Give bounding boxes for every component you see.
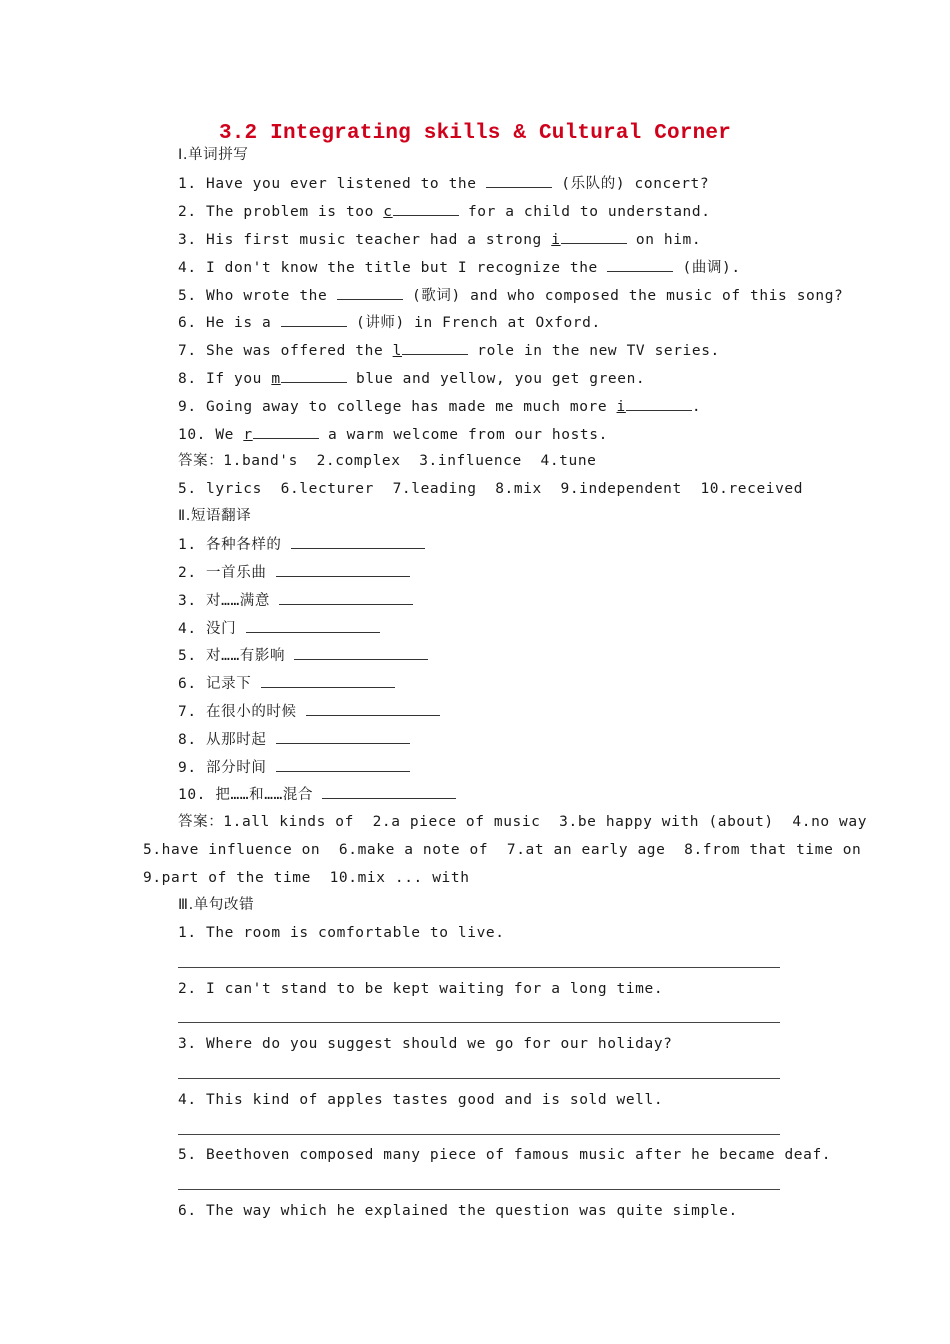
answer-blank — [276, 562, 410, 577]
answer-blank — [607, 257, 673, 272]
answer-blank — [306, 701, 440, 716]
answer-blank — [253, 424, 319, 439]
answer-blank — [486, 173, 552, 188]
phrase-item-10: 10. 把……和……混合 — [178, 784, 456, 805]
answer-blank — [294, 645, 428, 660]
correction-item-3: 3. Where do you suggest should we go for our holiday? — [178, 1036, 673, 1052]
phrase-item-3: 3. 对……满意 — [178, 590, 413, 611]
correction-item-6: 6. The way which he explained the question was quite simple. — [178, 1203, 738, 1219]
answer-blank — [276, 757, 410, 772]
answer-blank — [291, 534, 425, 549]
section-2-answer-line-2: 5.have influence on 6.make a note of 7.at an early age 8.from that time on — [143, 842, 862, 858]
spelling-item-7: 7. She was offered the l role in the new TV series. — [178, 340, 720, 361]
answer-line — [178, 967, 780, 968]
correction-item-4: 4. This kind of apples tastes good and is sold well. — [178, 1092, 664, 1108]
spelling-item-3: 3. His first music teacher had a strong i on him. — [178, 229, 701, 250]
spelling-item-6: 6. He is a (讲师) in French at Oxford. — [178, 312, 601, 333]
correction-item-5: 5. Beethoven composed many piece of famous music after he became deaf. — [178, 1147, 832, 1163]
answer-line — [178, 1189, 780, 1190]
spelling-item-1: 1. Have you ever listened to the (乐队的) concert? — [178, 173, 709, 194]
spelling-item-10: 10. We r a warm welcome from our hosts. — [178, 424, 608, 445]
spelling-item-9: 9. Going away to college has made me much more i . — [178, 396, 701, 417]
answer-blank — [402, 340, 468, 355]
phrase-item-2: 2. 一首乐曲 — [178, 562, 410, 583]
spelling-item-4: 4. I don't know the title but I recognize the (曲调). — [178, 257, 741, 278]
answer-blank — [276, 729, 410, 744]
section-1-answer-line-1: 答案：1.band's 2.complex 3.influence 4.tune — [178, 453, 597, 469]
phrase-item-6: 6. 记录下 — [178, 673, 395, 694]
answer-blank — [261, 673, 395, 688]
answer-blank — [393, 201, 459, 216]
phrase-item-4: 4. 没门 — [178, 618, 380, 639]
answer-line — [178, 1078, 780, 1079]
answer-line — [178, 1134, 780, 1135]
phrase-item-8: 8. 从那时起 — [178, 729, 410, 750]
answer-blank — [281, 312, 347, 327]
section-1-answer-line-2: 5. lyrics 6.lecturer 7.leading 8.mix 9.independent 10.received — [178, 481, 804, 497]
answer-blank — [626, 396, 692, 411]
answer-line — [178, 1022, 780, 1023]
page-title: 3.2 Integrating skills & Cultural Corner — [218, 122, 732, 145]
phrase-item-9: 9. 部分时间 — [178, 757, 410, 778]
correction-item-2: 2. I can't stand to be kept waiting for a long time. — [178, 981, 664, 997]
answer-blank — [279, 590, 413, 605]
phrase-item-1: 1. 各种各样的 — [178, 534, 425, 555]
spelling-item-8: 8. If you m blue and yellow, you get green. — [178, 368, 645, 389]
section-2-answer-line-3: 9.part of the time 10.mix ... with — [143, 870, 470, 886]
spelling-item-2: 2. The problem is too c for a child to understand. — [178, 201, 711, 222]
answer-blank — [246, 618, 380, 633]
section-2-heading: Ⅱ.短语翻译 — [178, 508, 252, 524]
section-2-answer-line-1: 答案：1.all kinds of 2.a piece of music 3.be happy with (about) 4.no way — [178, 814, 868, 830]
answer-blank — [561, 229, 627, 244]
correction-item-1: 1. The room is comfortable to live. — [178, 925, 505, 941]
answer-blank — [337, 285, 403, 300]
phrase-item-5: 5. 对……有影响 — [178, 645, 428, 666]
section-3-heading: Ⅲ.单句改错 — [178, 897, 255, 913]
section-1-heading: Ⅰ.单词拼写 — [178, 147, 249, 163]
phrase-item-7: 7. 在很小的时候 — [178, 701, 440, 722]
answer-blank — [322, 784, 456, 799]
spelling-item-5: 5. Who wrote the (歌词) and who composed the music of this song? — [178, 285, 843, 306]
answer-blank — [281, 368, 347, 383]
